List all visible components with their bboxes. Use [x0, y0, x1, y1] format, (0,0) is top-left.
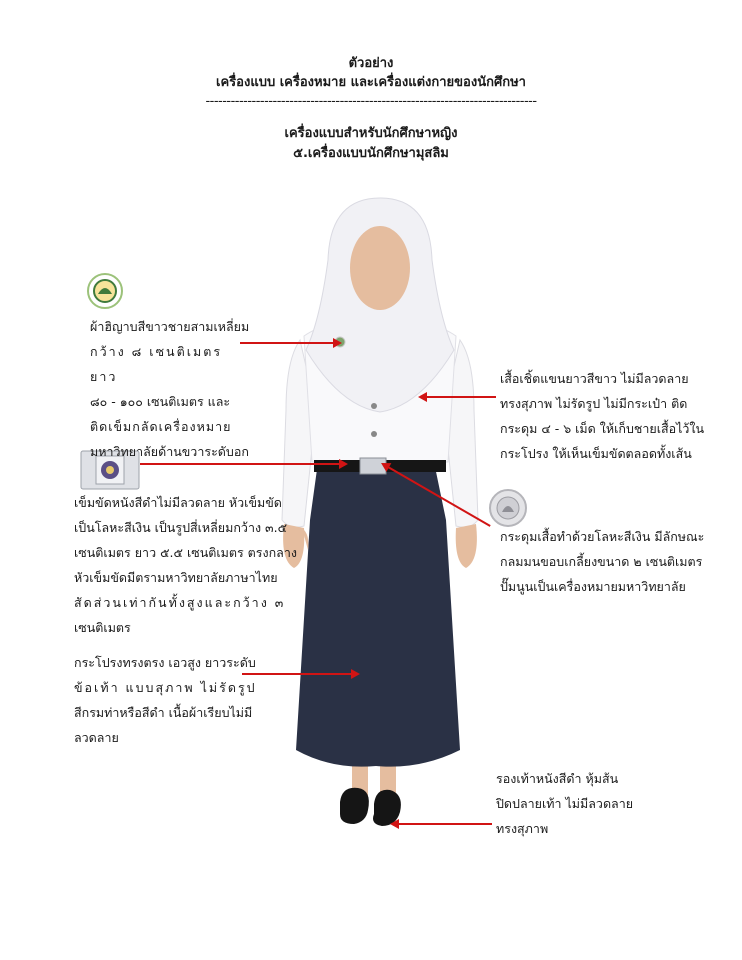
header-separator: -------------------------------------------------------------------------------	[205, 94, 537, 109]
belt-line: หัวเข็มขัดมีตรามหาวิทยาลัยภาษาไทย	[74, 570, 278, 585]
hijab-arrow	[240, 342, 334, 344]
button-line: กลมมนขอบเกลี้ยงขนาด ๒ เซนติเมตร	[500, 554, 703, 569]
hijab-line: กว้าง ๘ เซนติเมตร ยาว	[90, 344, 223, 384]
skirt	[296, 462, 460, 767]
header-line-1: ตัวอย่าง	[348, 56, 394, 71]
skirt-line: ข้อเท้า แบบสุภาพ ไม่รัดรูป	[74, 680, 257, 695]
skirt-line: สีกรมท่าหรือสีดำ เนื้อผ้าเรียบไม่มี	[74, 705, 253, 720]
document-header	[0, 54, 742, 111]
skirt-annotation	[74, 650, 304, 750]
silver-button-icon	[488, 488, 528, 528]
belt-line: เซนติเมตร	[74, 620, 131, 635]
hijab-line: ๘๐ - ๑๐๐ เซนติเมตร และ	[90, 394, 231, 409]
face	[350, 226, 410, 310]
shirt-arrow	[426, 396, 496, 398]
belt-line: เข็มขัดหนังสีดำไม่มีลวดลาย หัวเข็มขัด	[74, 495, 282, 510]
skirt-line: ลวดลาย	[74, 730, 119, 745]
belt-line: เป็นโลหะสีเงิน เป็นรูปสี่เหลี่ยมกว้าง ๓.๕	[74, 520, 288, 535]
hijab-line: ติดเข็มกลัดเครื่องหมาย	[90, 419, 232, 434]
shirt-line: ทรงสุภาพ ไม่รัดรูป ไม่มีกระเป๋า ติด	[500, 396, 688, 411]
hijab-line: ผ้าฮิญาบสีขาวชายสามเหลี่ยม	[90, 319, 250, 334]
header-line-2: เครื่องแบบ เครื่องหมาย และเครื่องแต่งกายของนักศึกษา	[216, 75, 526, 90]
shirt-line: กระโปรง ให้เห็นเข็มขัดตลอดทั้งเส้น	[500, 446, 692, 461]
university-pin-icon	[86, 272, 124, 310]
shoes-annotation	[496, 766, 696, 841]
shirt-line: กระดุม ๔ - ๖ เม็ด ให้เก็บชายเสื้อไว้ใน	[500, 421, 705, 436]
shoes-line: รองเท้าหนังสีดำ หุ้มส้น	[496, 771, 619, 786]
shoes-line: ทรงสุภาพ	[496, 821, 549, 836]
hijab-annotation	[90, 314, 250, 464]
skirt-line: กระโปรงทรงตรง เอวสูง ยาวระดับ	[74, 655, 256, 670]
header-line-4: ๕.เครื่องแบบนักศึกษามุสลิม	[293, 146, 449, 161]
skirt-arrow	[242, 673, 352, 675]
shirt-button	[371, 431, 377, 437]
belt-line: สัดส่วนเท่ากันทั้งสูงและกว้าง ๓	[74, 595, 286, 610]
shirt-annotation	[500, 366, 730, 466]
belt-line: เซนติเมตร ยาว ๕.๕ เซนติเมตร ตรงกลาง	[74, 545, 297, 560]
hijab-line: มหาวิทยาลัยด้านขวาระดับอก	[90, 444, 249, 459]
button-annotation	[500, 524, 730, 599]
button-line: กระดุมเสื้อทำด้วยโลหะสีเงิน มีลักษณะ	[500, 529, 705, 544]
header-line-3: เครื่องแบบสำหรับนักศึกษาหญิง	[284, 126, 458, 141]
shirt-line: เสื้อเชิ้ตแขนยาวสีขาว ไม่มีลวดลาย	[500, 371, 689, 386]
shirt-button	[371, 403, 377, 409]
belt-annotation	[74, 490, 314, 640]
shoes-arrow	[398, 823, 492, 825]
document-subheader	[0, 124, 742, 164]
button-line: ปั๊มนูนเป็นเครื่องหมายมหาวิทยาลัย	[500, 579, 686, 594]
shoes-line: ปิดปลายเท้า ไม่มีลวดลาย	[496, 796, 634, 811]
belt-arrow	[140, 463, 340, 465]
